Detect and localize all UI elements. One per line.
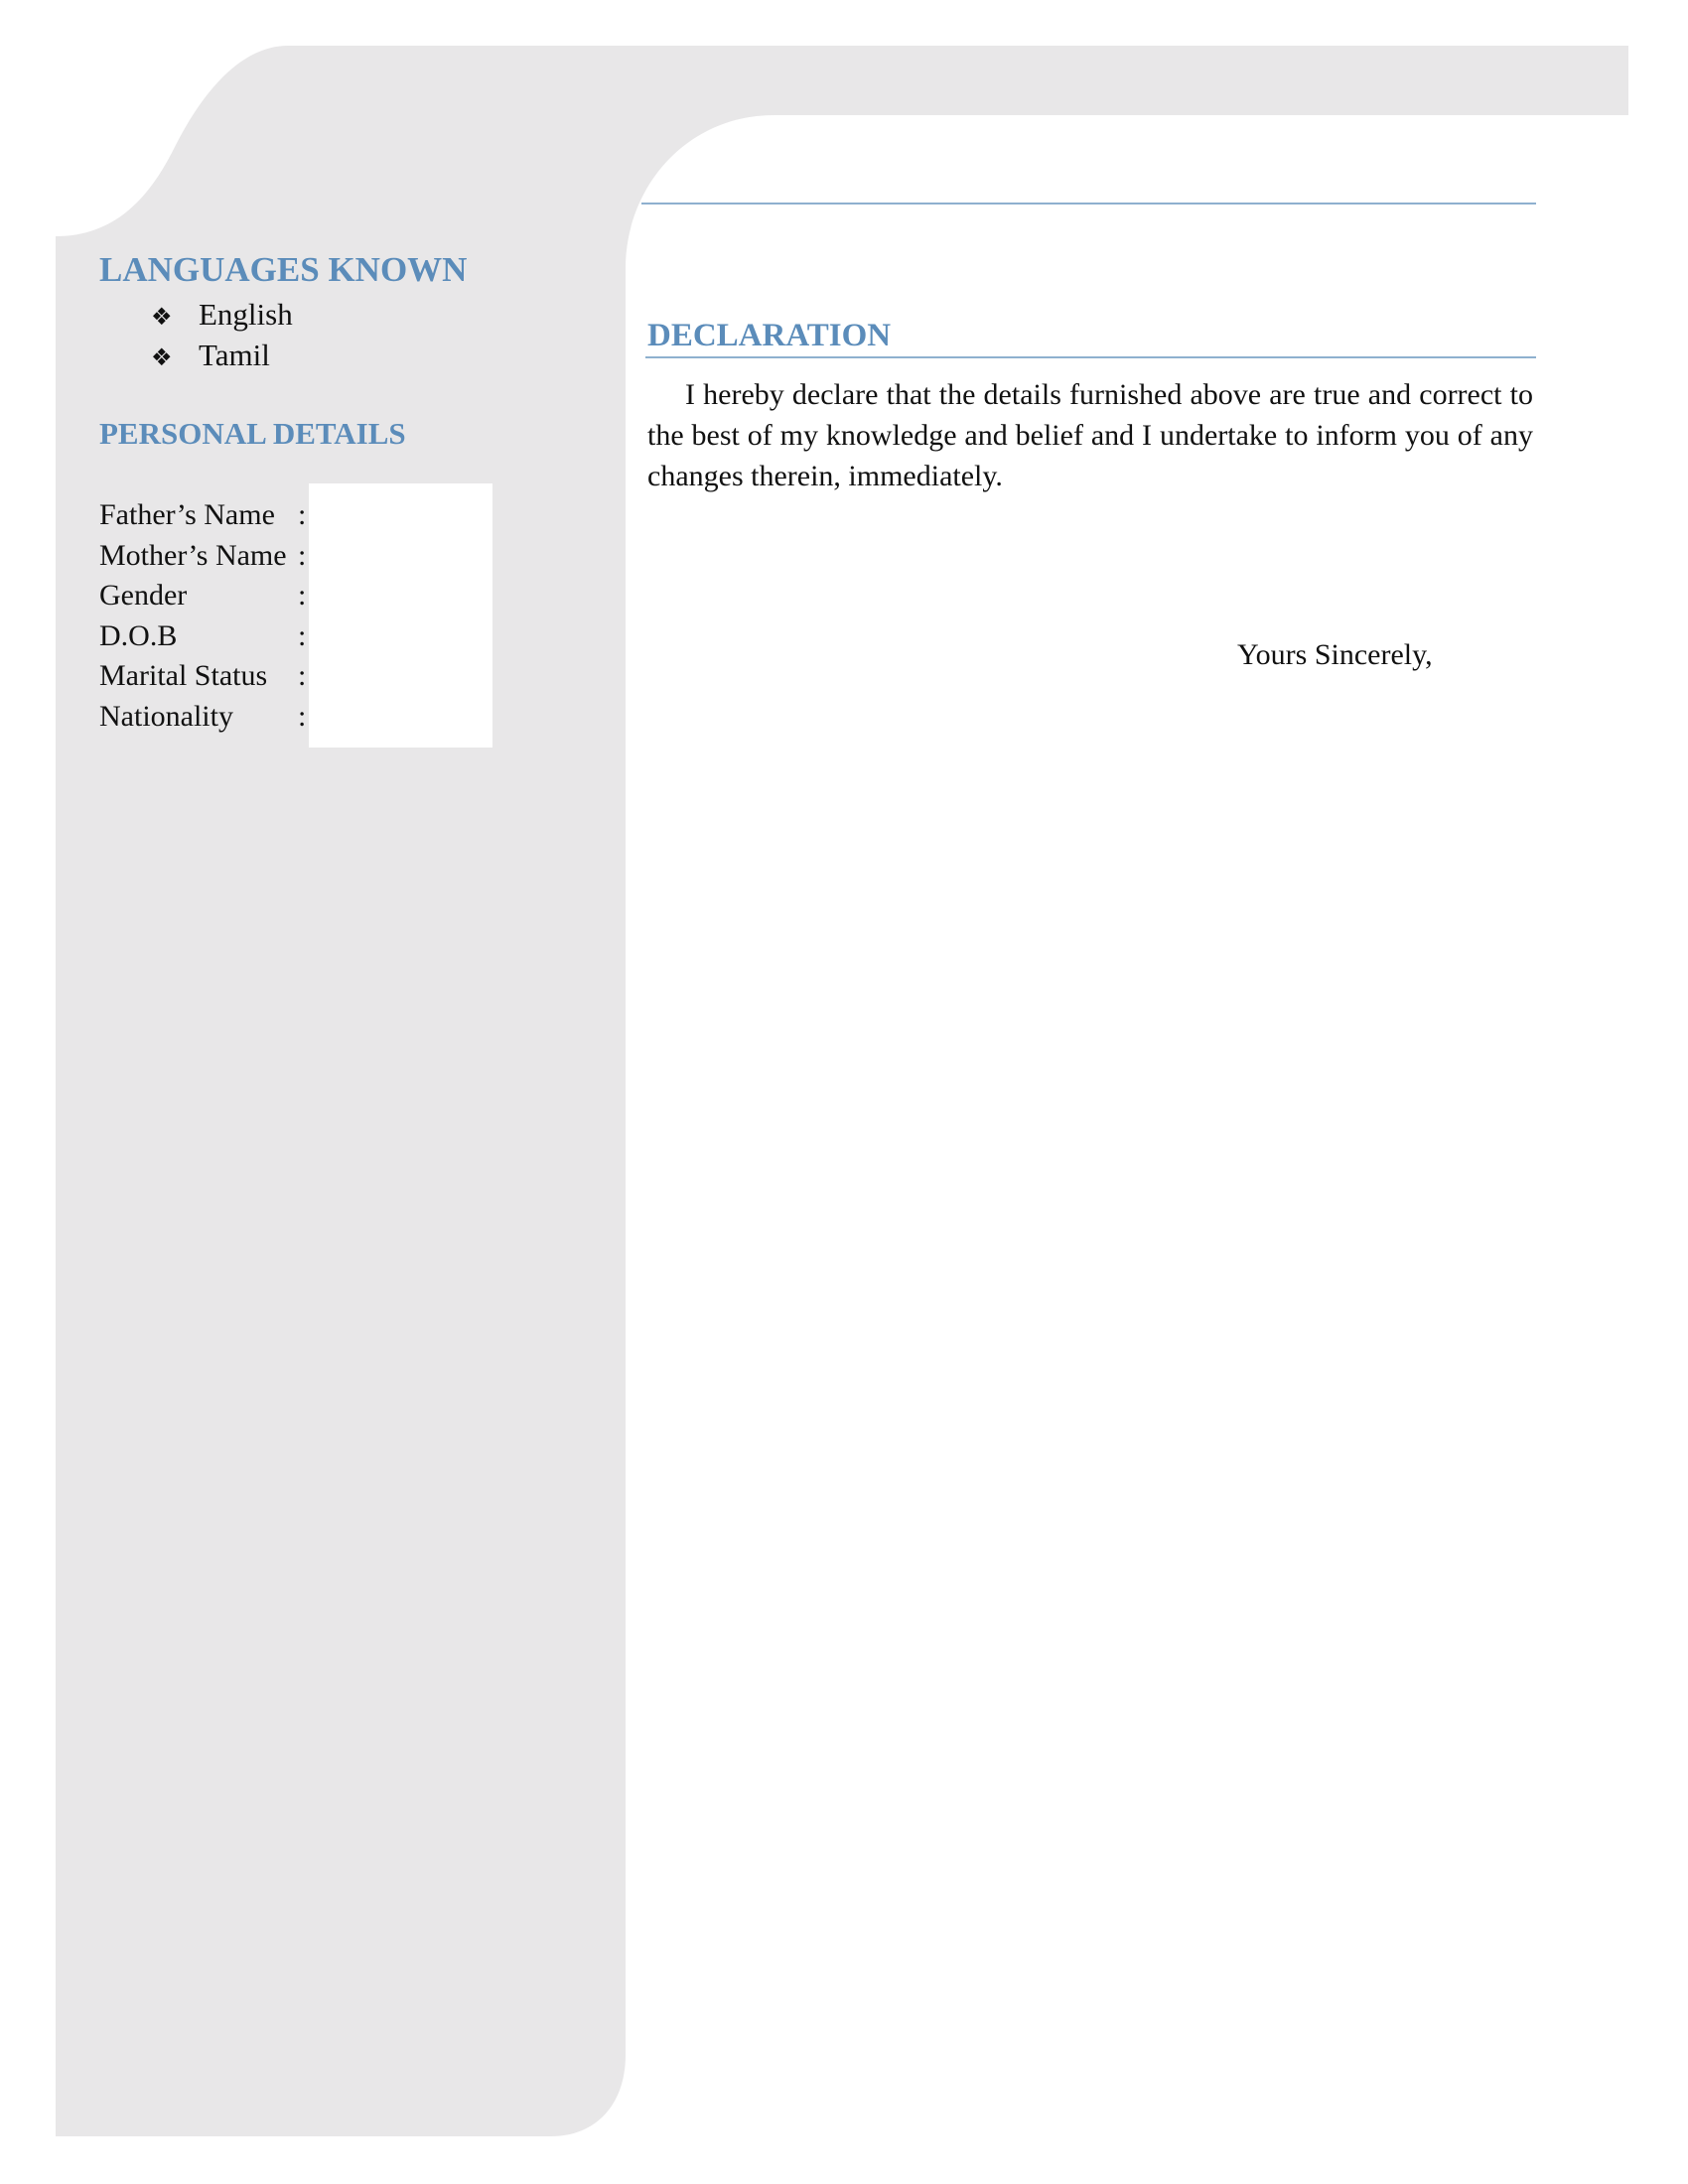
personal-details-heading: PERSONAL DETAILS <box>99 416 406 451</box>
detail-label: D.O.B <box>99 618 178 652</box>
declaration-heading: DECLARATION <box>647 318 892 353</box>
detail-separator: : <box>298 618 307 652</box>
list-item <box>151 335 293 375</box>
language-label: Tamil <box>199 338 270 372</box>
list-item <box>151 294 293 335</box>
detail-row-gender <box>99 576 307 616</box>
detail-label: Gender <box>99 579 188 613</box>
detail-separator: : <box>298 579 307 613</box>
detail-row-fathers-name <box>99 495 307 536</box>
detail-separator: : <box>298 538 307 572</box>
detail-label: Marital Status <box>99 659 268 693</box>
detail-separator: : <box>298 699 307 733</box>
detail-row-nationality <box>99 697 307 738</box>
detail-row-mothers-name <box>99 536 307 577</box>
signoff-text: Yours Sincerely, <box>1237 638 1433 671</box>
declaration-text: I hereby declare that the details furnished above are true and correct to the best of my knowledge and belief and I undertake to inform you of any changes therein, immediately. <box>647 378 1533 492</box>
detail-row-marital-status <box>99 656 307 697</box>
detail-label: Father’s Name <box>99 498 275 531</box>
diamond-cross-icon: ❖ <box>151 303 173 331</box>
detail-label: Nationality <box>99 699 233 733</box>
detail-row-dob <box>99 616 307 657</box>
language-label: English <box>199 297 293 332</box>
diamond-cross-icon: ❖ <box>151 343 173 371</box>
redacted-values-box <box>309 483 492 748</box>
languages-list <box>151 294 293 375</box>
detail-separator: : <box>298 498 307 531</box>
personal-details-list <box>99 495 307 738</box>
languages-heading: LANGUAGES KNOWN <box>99 250 468 289</box>
detail-separator: : <box>298 659 307 693</box>
detail-label: Mother’s Name <box>99 538 287 572</box>
